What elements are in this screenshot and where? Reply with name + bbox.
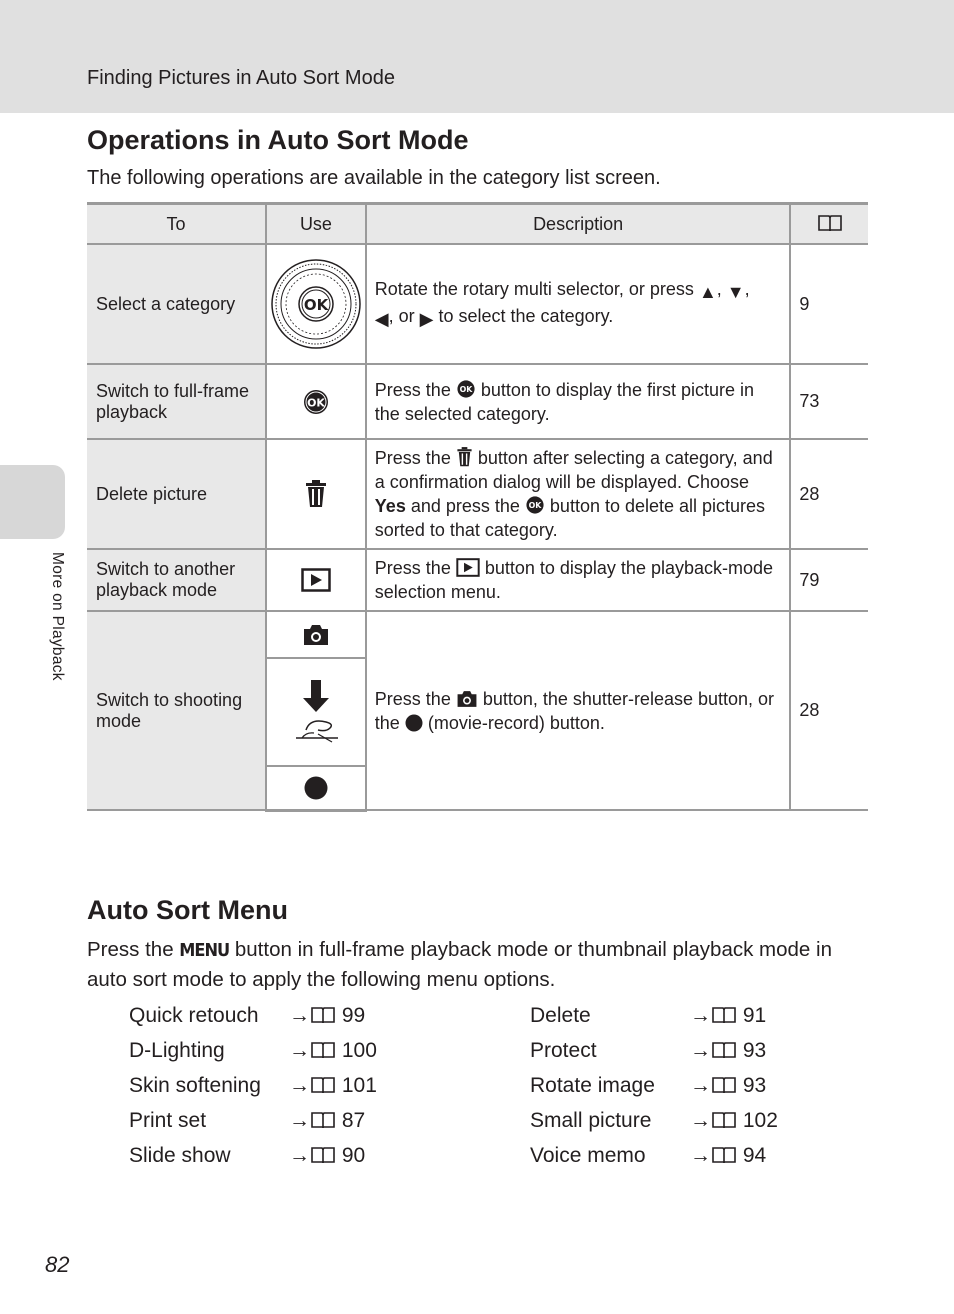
row-action: Switch to another playback mode	[87, 549, 266, 611]
svg-text:OK: OK	[307, 396, 325, 409]
playback-button-icon	[456, 558, 480, 577]
arrow-icon: →	[289, 1074, 310, 1097]
ok-button-icon	[456, 379, 476, 399]
row-description: Rotate the rotary multi selector, or press ▲, ▼, ◀, or ▶ to select the category.	[366, 244, 791, 364]
row-action: Switch to shooting mode	[87, 611, 266, 810]
section-tab	[0, 465, 65, 539]
auto-sort-menu-intro: Press the MENU button in full-frame playback mode or thumbnail playback mode in auto sort mode to apply the following menu options.	[87, 938, 832, 991]
row-description: Press the button after selecting a category, and a confirmation dialog will be displayed. Choose Yes and press the OK button to delete all pictures sorted to that category.	[366, 439, 791, 549]
playback-button-icon	[301, 568, 331, 592]
column-header-reference	[790, 204, 868, 245]
running-header: Finding Pictures in Auto Sort Mode	[87, 67, 395, 89]
movie-record-icon	[405, 714, 423, 732]
right-arrow-icon: ▶	[419, 309, 434, 329]
svg-text:OK: OK	[303, 296, 329, 314]
operations-table	[87, 202, 868, 812]
section-tab-label: More on Playback	[49, 552, 66, 681]
ok-button-icon	[302, 388, 330, 416]
row-page-ref: 79	[790, 549, 868, 611]
arrow-icon: →	[690, 1004, 711, 1027]
down-arrow-icon: ▼	[726, 282, 745, 302]
svg-text:OK: OK	[459, 384, 473, 394]
column-header-use: Use	[266, 204, 366, 245]
book-icon	[711, 1075, 737, 1095]
delete-trash-icon	[456, 447, 473, 467]
table-row	[87, 244, 868, 364]
page-number: 82	[45, 1252, 70, 1277]
table-row	[87, 611, 868, 658]
column-header-description: Description	[366, 204, 791, 245]
row-page-ref: 28	[790, 439, 868, 549]
row-page-ref: 73	[790, 364, 868, 439]
camera-icon	[456, 690, 478, 708]
row-description: Press the button to display the playback-mode selection menu.	[366, 549, 791, 611]
arrow-icon: →	[690, 1144, 711, 1167]
row-action: Delete picture	[87, 439, 266, 549]
arrow-icon: →	[289, 1039, 310, 1062]
delete-trash-icon	[304, 480, 328, 508]
movie-record-icon	[304, 776, 328, 800]
header-band	[0, 0, 954, 113]
up-arrow-icon: ▲	[698, 282, 717, 302]
shutter-release-icon	[288, 678, 344, 746]
table-row	[87, 439, 868, 549]
row-description: Press the button, the shutter-release button, or the (movie-record) button.	[366, 611, 791, 810]
book-icon	[711, 1110, 737, 1130]
row-description: Press the OK button to display the first picture in the selected category.	[366, 364, 791, 439]
camera-icon	[302, 624, 330, 646]
operations-title: Operations in Auto Sort Mode	[87, 125, 469, 155]
arrow-icon: →	[690, 1074, 711, 1097]
book-icon	[310, 1005, 336, 1025]
book-icon	[711, 1040, 737, 1060]
operations-intro: The following operations are available in the category list screen.	[87, 167, 661, 189]
book-icon	[310, 1075, 336, 1095]
auto-sort-menu-title: Auto Sort Menu	[87, 895, 288, 925]
table-row	[87, 549, 868, 611]
ok-button-icon	[525, 495, 545, 515]
book-icon	[711, 1005, 737, 1025]
book-icon	[310, 1040, 336, 1060]
table-header-row	[87, 204, 868, 245]
book-icon	[711, 1145, 737, 1165]
row-page-ref: 9	[790, 244, 868, 364]
book-icon	[817, 213, 843, 233]
arrow-icon: →	[690, 1109, 711, 1132]
arrow-icon: →	[289, 1109, 310, 1132]
row-action: Switch to full-frame playback	[87, 364, 266, 439]
table-row	[87, 364, 868, 439]
arrow-icon: →	[690, 1039, 711, 1062]
arrow-icon: →	[289, 1004, 310, 1027]
rotary-multi-selector-icon	[270, 258, 362, 350]
arrow-icon: →	[289, 1144, 310, 1167]
menu-button-glyph: MENU	[179, 940, 230, 961]
left-arrow-icon: ◀	[374, 309, 389, 329]
row-action: Select a category	[87, 244, 266, 364]
row-page-ref: 28	[790, 611, 868, 810]
svg-text:OK: OK	[528, 501, 542, 511]
book-icon	[310, 1145, 336, 1165]
book-icon	[310, 1110, 336, 1130]
column-header-to: To	[87, 204, 266, 245]
